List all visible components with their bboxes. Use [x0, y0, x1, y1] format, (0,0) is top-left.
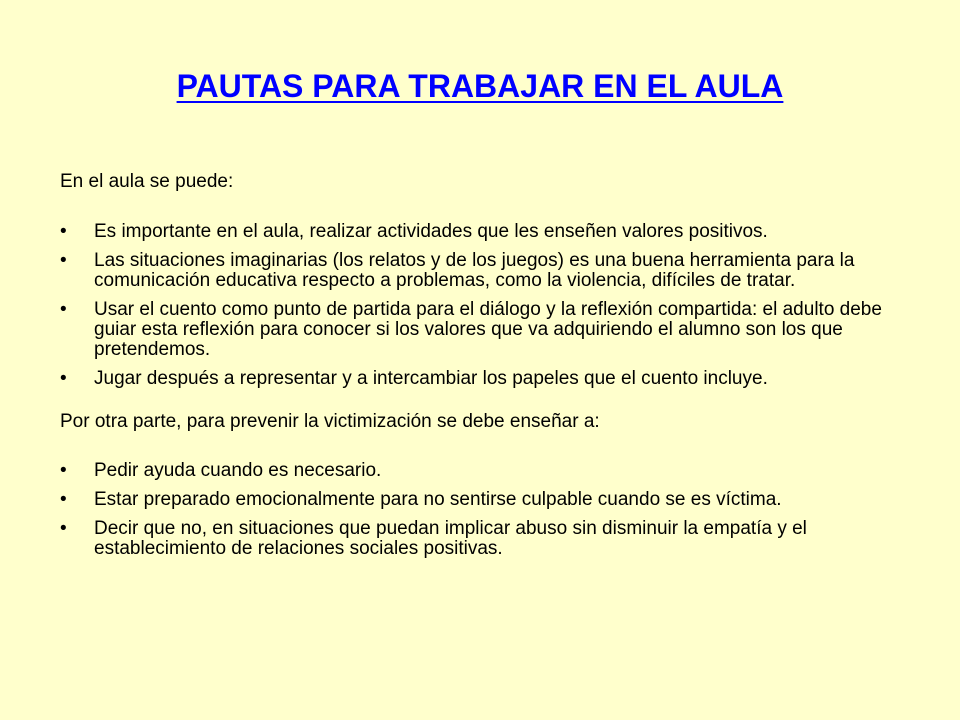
slide-body	[60, 172, 910, 559]
bullet-icon: •	[60, 250, 67, 271]
list-item	[60, 461, 910, 481]
list-item-text: Estar preparado emocionalmente para no sentirse culpable cuando se es víctima.	[94, 489, 782, 510]
list-item	[60, 519, 910, 559]
list-item	[60, 490, 910, 510]
second-intro-text: Por otra parte, para prevenir la victimización se debe enseñar a:	[60, 411, 600, 432]
bullet-icon: •	[60, 299, 67, 320]
list-item-text: Jugar después a representar y a intercambiar los papeles que el cuento incluye.	[94, 368, 768, 389]
bullet-list-prevention	[60, 461, 910, 559]
bullet-list-classroom	[60, 222, 910, 389]
bullet-icon: •	[60, 221, 67, 242]
list-item-text: Las situaciones imaginarias (los relatos y de los juegos) es una buena herramienta para la comunicación educativa respecto a problemas, como la violencia, difíciles de tratar.	[94, 250, 855, 291]
list-item	[60, 251, 910, 291]
list-item	[60, 222, 910, 242]
list-item	[60, 300, 910, 360]
list-item-text: Usar el cuento como punto de partida para el diálogo y la reflexión compartida: el adulto debe guiar esta reflexión para conocer si los valores que va adquiriendo el alumno son los que pretendemos.	[94, 299, 882, 360]
bullet-icon: •	[60, 460, 67, 481]
intro-text: En el aula se puede:	[60, 171, 234, 192]
list-item-text: Es importante en el aula, realizar actividades que les enseñen valores positivos.	[94, 221, 768, 242]
list-item-text: Pedir ayuda cuando es necesario.	[94, 460, 382, 481]
list-item	[60, 369, 910, 389]
list-item-text: Decir que no, en situaciones que puedan implicar abuso sin disminuir la empatía y el establecimiento de relaciones sociales positivas.	[94, 518, 807, 559]
bullet-icon: •	[60, 489, 67, 510]
bullet-icon: •	[60, 518, 67, 539]
bullet-icon: •	[60, 368, 67, 389]
slide-title: PAUTAS PARA TRABAJAR EN EL AULA	[176, 68, 784, 104]
